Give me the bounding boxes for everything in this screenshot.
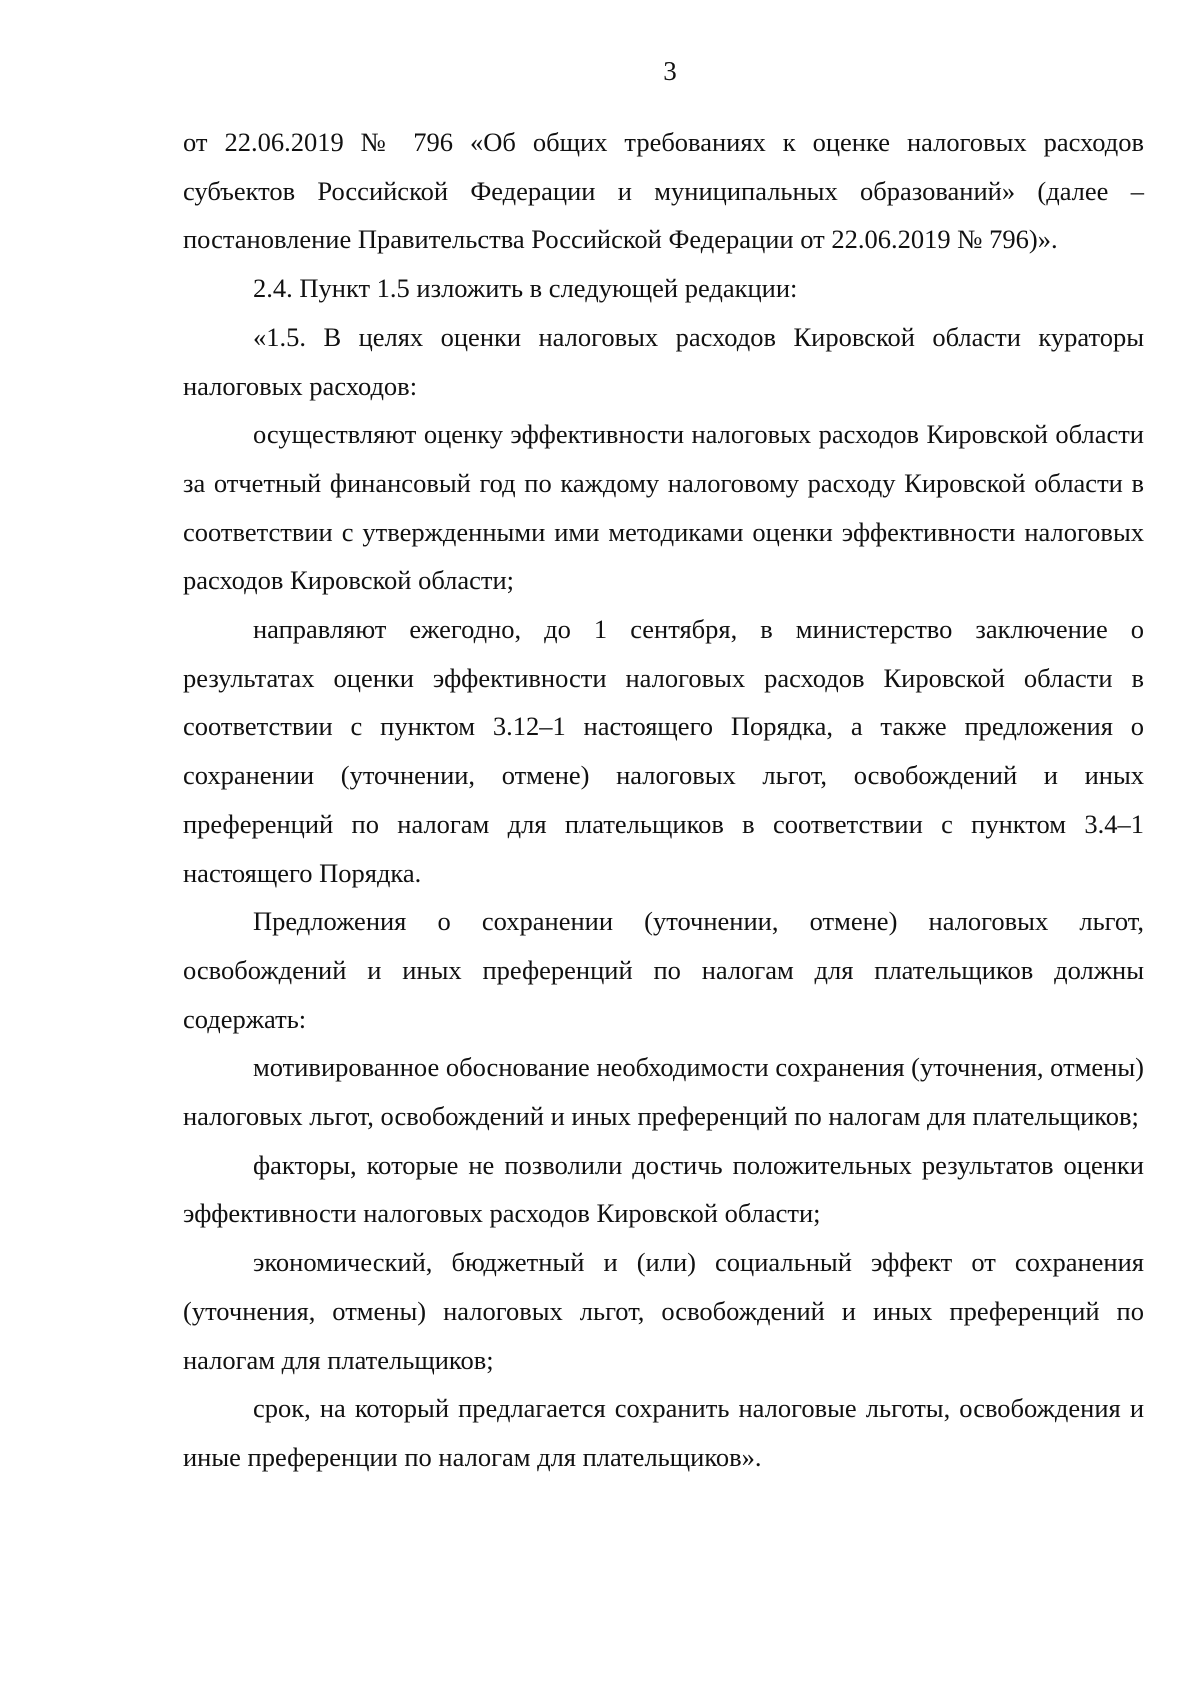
paragraph-effect: экономический, бюджетный и (или) социальный эффект от сохранения (уточнения, отмены) налоговых льгот, освобождений и иных преференций по налогам для плательщиков; [183,1247,1144,1375]
paragraph-submission: направляют ежегодно, до 1 сентября, в министерство заключение о результатах оценки эффективности налоговых расходов Кировской области в соответствии с пунктом 3.12–1 настоящего Порядка, а также предложения о сохранении (уточнении, отмене) налоговых льгот, освобождений и иных преференций по налогам для плательщиков в соответствии с пунктом 3.4–1 настоящего Порядка. [183,614,1144,888]
paragraph-term: срок, на который предлагается сохранить налоговые льготы, освобождения и иные преференции по налогам для плательщиков». [183,1393,1144,1472]
paragraph-item-2-4: 2.4. Пункт 1.5 изложить в следующей редакции: [253,273,798,304]
paragraph-proposals-content: Предложения о сохранении (уточнении, отмене) налоговых льгот, освобождений и иных преференций по налогам для плательщиков должны содержать: [183,906,1144,1034]
paragraph-assessment: осуществляют оценку эффективности налоговых расходов Кировской области за отчетный финансовый год по каждому налоговому расходу Кировской области в соответствии с утвержденными ими методиками оценки эффективности налоговых расходов Кировской области; [183,419,1144,596]
page-number: 3 [663,56,677,86]
document-body [183,118,1144,1482]
paragraph-justification: мотивированное обоснование необходимости сохранения (уточнения, отмены) налоговых льгот, освобождений и иных преференций по налогам для плательщиков; [183,1052,1144,1132]
paragraph-decree-reference: от 22.06.2019 № 796 «Об общих требованиях к оценке налоговых расходов субъектов Российской Федерации и муниципальных образований» (далее – постановление Правительства Российской Федерации от 22.06.2019 № 796)». [183,127,1144,255]
paragraph-item-1-5: «1.5. В целях оценки налоговых расходов Кировской области кураторы налоговых расходов: [183,321,1144,401]
paragraph-factors: факторы, которые не позволили достичь положительных результатов оценки эффективности налоговых расходов Кировской области; [183,1149,1144,1229]
